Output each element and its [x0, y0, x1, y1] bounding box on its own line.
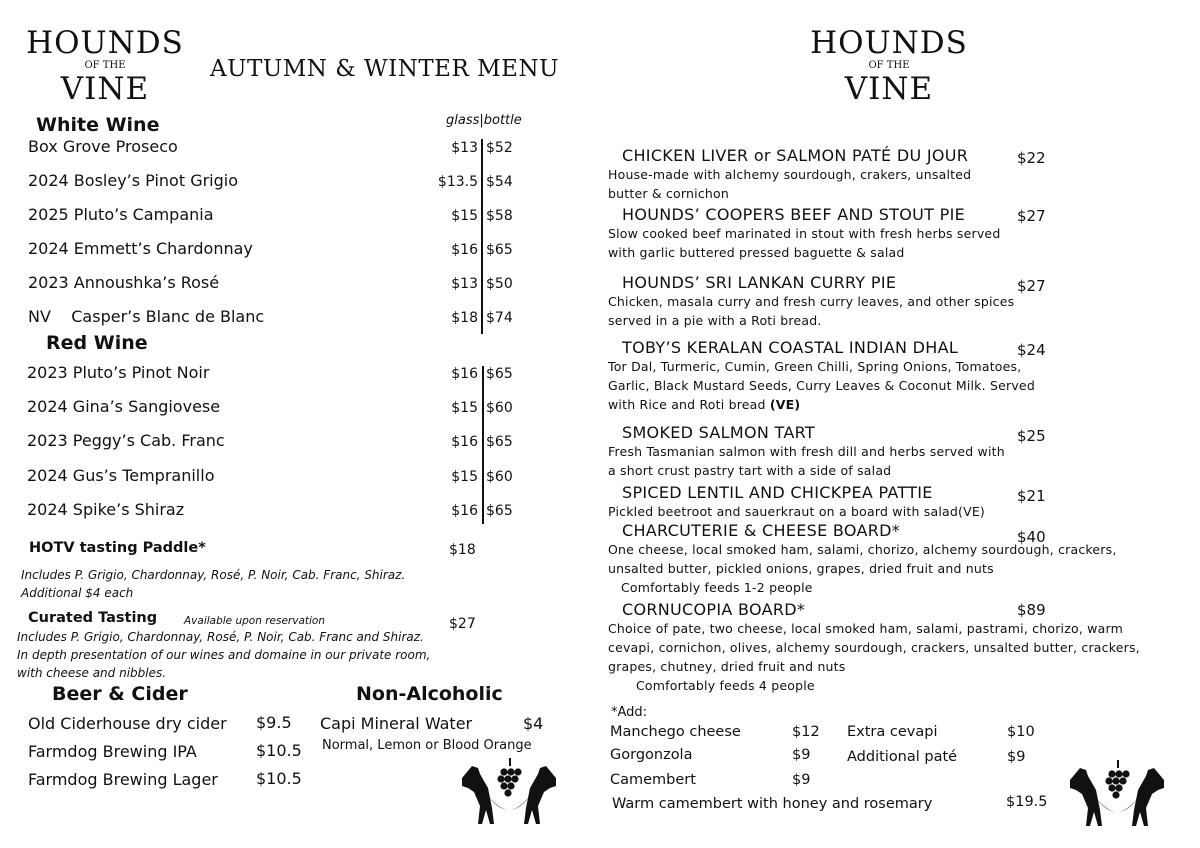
dish-description: Tor Dal, Turmeric, Cumin, Green Chilli, Spring Onions, Tomatoes, — [608, 359, 1022, 374]
dish-description: cevapi, cornichon, olives, alchemy sourdough, crackers, unsalted butter, crackers, — [608, 640, 1140, 655]
dish-title: CHICKEN LIVER or SALMON PATÉ DU JOUR — [622, 146, 969, 165]
addon-name: Extra cevapi — [847, 724, 938, 740]
addon-price: $10 — [1007, 724, 1035, 740]
addon-price: $19.5 — [1006, 794, 1048, 810]
wine-bottle-price: $58 — [486, 208, 513, 224]
wine-bottle-price: $65 — [486, 242, 513, 258]
wine-glass-price: $15 — [451, 208, 478, 224]
non-alcoholic-note: Normal, Lemon or Blood Orange — [322, 738, 532, 753]
wine-bottle-price: $60 — [486, 468, 513, 485]
dish-title: HOUNDS’ COOPERS BEEF AND STOUT PIE — [622, 205, 966, 224]
dish-price: $22 — [1017, 149, 1046, 167]
paddle-title: HOTV tasting Paddle* — [29, 540, 206, 556]
logo-line-ofthe: OF THE — [84, 60, 126, 71]
dish-feeds: Comfortably feeds 4 people — [636, 678, 815, 693]
dish-title: SPICED LENTIL AND CHICKPEA PATTIE — [622, 483, 933, 502]
wine-name: 2024 Gus’s Tempranillo — [27, 465, 215, 485]
curated-title: Curated Tasting — [28, 610, 158, 626]
addon-name: Additional paté — [847, 749, 958, 765]
addon-name: Camembert — [610, 772, 696, 788]
wine-bottle-price: $60 — [486, 400, 513, 417]
beer-price: $10.5 — [256, 769, 302, 788]
addon-name: Warm camembert with honey and rosemary — [612, 796, 933, 812]
wine-glass-price: $13.5 — [437, 174, 478, 190]
dish-description: One cheese, local smoked ham, salami, chorizo, alchemy sourdough, crackers, — [608, 542, 1117, 557]
wine-bottle-price: $50 — [486, 276, 513, 292]
wine-glass-price: $16 — [451, 242, 478, 258]
menu-title: AUTUMN & WINTER MENU — [210, 56, 559, 82]
beer-cider-heading: Beer & Cider — [52, 683, 188, 705]
beer-name: Farmdog Brewing Lager — [28, 770, 218, 789]
dish-description: grapes, chutney, dried fruit and nuts — [608, 659, 846, 674]
curated-note: Available upon reservation — [184, 615, 326, 627]
addon-name: Manchego cheese — [610, 724, 741, 740]
dish-title: HOUNDS’ SRI LANKAN CURRY PIE — [622, 273, 897, 292]
dish-title: TOBY’S KERALAN COASTAL INDIAN DHAL — [622, 338, 959, 357]
hounds-grapes-logo-icon — [458, 758, 560, 826]
dish-description: Chicken, masala curry and fresh curry leaves, and other spices — [608, 294, 1015, 309]
non-alcoholic-item: Capi Mineral Water — [320, 714, 473, 733]
dish-price: $21 — [1017, 487, 1046, 505]
glass-bottle-label: glass|bottle — [446, 113, 522, 128]
wine-name: 2023 Peggy’s Cab. Franc — [27, 431, 225, 451]
addons-heading: *Add: — [611, 705, 648, 720]
wine-bottle-price: $74 — [486, 310, 513, 326]
white-wine-heading: White Wine — [36, 114, 160, 136]
wine-bottle-price: $65 — [486, 434, 513, 451]
wine-glass-price: $15 — [451, 400, 478, 417]
wine-glass-price: $16 — [451, 434, 478, 451]
wine-bottle-price: $65 — [486, 366, 513, 382]
wine-glass-price: $15 — [451, 468, 478, 485]
dish-price: $89 — [1017, 601, 1046, 619]
addon-price: $9 — [1007, 749, 1026, 765]
wine-bottle-price: $52 — [486, 140, 513, 156]
dish-title: CHARCUTERIE & CHEESE BOARD* — [622, 521, 901, 540]
wine-bottle-price: $65 — [486, 502, 513, 519]
dish-title: SMOKED SALMON TART — [622, 423, 815, 442]
red-wine-divider — [482, 366, 484, 524]
beer-name: Farmdog Brewing IPA — [28, 742, 197, 761]
paddle-price: $18 — [449, 542, 476, 558]
wine-name: 2024 Bosley’s Pinot Grigio — [28, 171, 239, 190]
dish-description: Garlic, Black Mustard Seeds, Curry Leaves & Coconut Milk. Served — [608, 378, 1035, 393]
dish-description: Pickled beetroot and sauerkraut on a board with salad(VE) — [608, 504, 986, 519]
vegan-tag: (VE) — [769, 397, 801, 412]
dish-description: served in a pie with a Roti bread. — [608, 313, 822, 328]
wine-name: 2024 Gina’s Sangiovese — [27, 397, 221, 417]
curated-desc-3: with cheese and nibbles. — [17, 666, 167, 680]
dish-price: $25 — [1017, 427, 1046, 445]
dish-description: butter & cornichon — [608, 186, 729, 201]
non-alcoholic-price: $4 — [523, 714, 544, 733]
logo-line-vine: VINE — [60, 71, 150, 107]
dish-description: Choice of pate, two cheese, local smoked ham, salami, pastrami, chorizo, warm — [608, 621, 1123, 636]
paddle-additional: Additional $4 each — [21, 586, 134, 600]
red-wine-heading: Red Wine — [46, 332, 148, 354]
white-wine-divider — [481, 139, 483, 334]
dish-feeds: Comfortably feeds 1-2 people — [621, 580, 813, 595]
logo-line-hounds: HOUNDS — [810, 25, 968, 61]
wine-name: 2024 Emmett’s Chardonnay — [28, 239, 253, 258]
addon-price: $9 — [792, 772, 811, 788]
non-alcoholic-heading: Non-Alcoholic — [356, 683, 503, 705]
dish-description: with garlic buttered pressed baguette & salad — [608, 245, 905, 260]
logo-line-vine: VINE — [844, 71, 934, 107]
dish-price: $24 — [1017, 341, 1046, 359]
beer-price: $10.5 — [256, 741, 302, 760]
wine-glass-price: $13 — [451, 276, 478, 292]
wine-name: 2025 Pluto’s Campania — [28, 205, 214, 224]
dish-price: $40 — [1017, 528, 1046, 546]
logo-right — [808, 25, 970, 107]
wine-name: 2023 Pluto’s Pinot Noir — [27, 363, 210, 382]
beer-name: Old Ciderhouse dry cider — [28, 714, 227, 733]
dish-description: with Rice and Roti bread (VE) — [608, 397, 801, 412]
wine-name: Box Grove Proseco — [28, 137, 178, 156]
dish-title: CORNUCOPIA BOARD* — [622, 600, 806, 619]
wine-glass-price: $13 — [451, 140, 478, 156]
wine-name: NV Casper’s Blanc de Blanc — [28, 307, 265, 326]
dish-description: unsalted butter, pickled onions, grapes, dried fruit and nuts — [608, 561, 994, 576]
dish-price: $27 — [1017, 207, 1046, 225]
dish-price: $27 — [1017, 277, 1046, 295]
hounds-grapes-logo-icon — [1066, 760, 1168, 828]
dish-description: Slow cooked beef marinated in stout with fresh herbs served — [608, 226, 1001, 241]
dish-description: House-made with alchemy sourdough, crakers, unsalted — [608, 167, 972, 182]
addon-name: Gorgonzola — [610, 747, 693, 763]
beer-price: $9.5 — [256, 713, 292, 732]
wine-name: 2023 Annoushka’s Rosé — [28, 273, 220, 292]
logo-line-ofthe: OF THE — [868, 60, 910, 71]
wine-bottle-price: $54 — [486, 174, 513, 190]
paddle-desc: Includes P. Grigio, Chardonnay, Rosé, P. Noir, Cab. Franc, Shiraz. — [21, 568, 406, 582]
curated-desc-2: In depth presentation of our wines and domaine in our private room, — [17, 648, 431, 662]
addon-price: $9 — [792, 747, 811, 763]
wine-glass-price: $16 — [451, 366, 478, 382]
wine-glass-price: $16 — [451, 502, 478, 519]
addon-price: $12 — [792, 724, 820, 740]
dish-description: a short crust pastry tart with a side of salad — [608, 463, 892, 478]
logo-line-hounds: HOUNDS — [26, 25, 184, 61]
curated-price: $27 — [449, 616, 476, 632]
wine-name: 2024 Spike’s Shiraz — [27, 499, 185, 519]
dish-description: Fresh Tasmanian salmon with fresh dill and herbs served with — [608, 444, 1005, 459]
wine-glass-price: $18 — [451, 310, 478, 326]
logo-left — [24, 25, 186, 107]
curated-desc-1: Includes P. Grigio, Chardonnay, Rosé, P. Noir, Cab. Franc and Shiraz. — [17, 630, 424, 644]
